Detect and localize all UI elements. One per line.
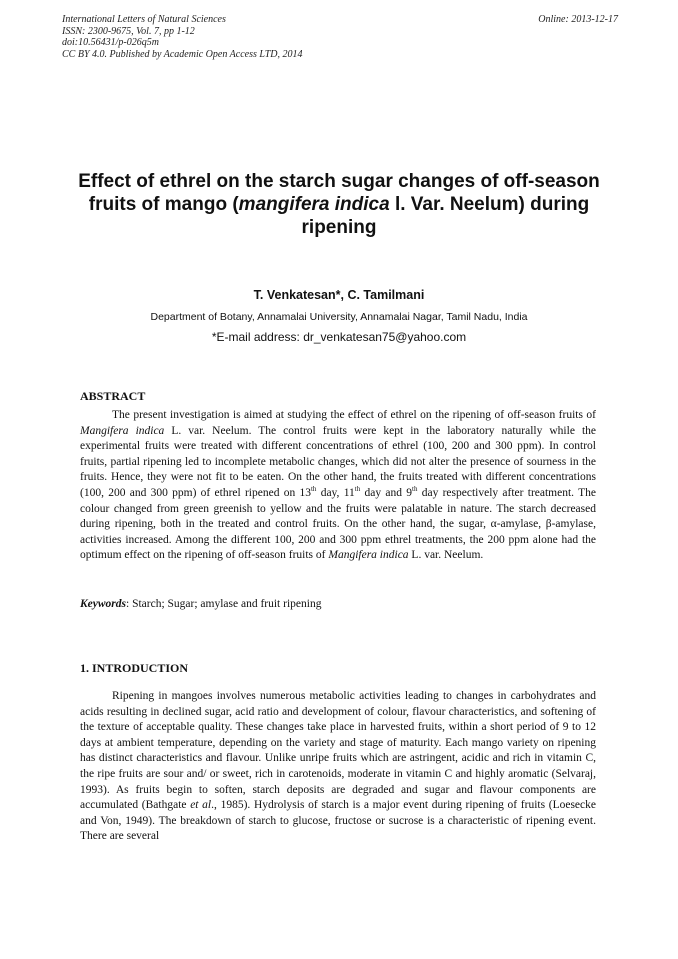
affiliation: Department of Botany, Annamalai University, Annamalai Nagar, Tamil Nadu, India bbox=[150, 311, 528, 323]
keywords-text: : Starch; Sugar; amylase and fruit ripening bbox=[126, 598, 322, 610]
intro-text-2: ., 1985). Hydrolysis of starch is a major event during ripening of fruits (Loesecke and Von, 1949). The breakdown of starch to glucose, fructose or sucrose is a characteristic of ripening event. There are several bbox=[80, 799, 596, 843]
abstract-text-4: day and 9 bbox=[360, 486, 412, 499]
abstract-text-5: day respectively after treatment. The colour changed from green greenish to yellow and the fruits were palatable in nature. The starch decreased during ripening, both in the treated and control fruits. On the other hand, the sugar, α-amylase, β-amylase, activities increased. Among the different 100, 200 and 300 ppm ethrel treatments, the 200 ppm alone had the optimum effect on the ripening of off-season fruits of bbox=[80, 486, 596, 562]
introduction-body bbox=[80, 689, 596, 845]
journal-header bbox=[62, 14, 303, 60]
abstract-text-1: The present investigation is aimed at studying the effect of ethrel on the ripening of off-season fruits of bbox=[112, 409, 596, 421]
issn-line: ISSN: 2300-9675, Vol. 7, pp 1-12 bbox=[62, 25, 195, 37]
title-part-2: l. Var. Neelum) during ripening bbox=[301, 194, 590, 238]
abstract-text-2: L. var. Neelum. The control fruits were kept in the laboratory naturally while the experimental fruits were treated with different concentrations of ethrel (100, 200 and 300 ppm). In control fruits, partial ripening led to incomplete metabolic changes, which did not alter the presence of sourness in the fruits. Hence, they were not fit to be eaten. On the other hand, the fruits treated with different concentrations (100, 200 and 300 ppm) of ethrel ripened on 13 bbox=[80, 424, 596, 499]
abstract-species-2: Mangifera indica bbox=[328, 549, 409, 562]
abstract-heading: ABSTRACT bbox=[80, 389, 146, 403]
abstract-body bbox=[80, 408, 596, 564]
online-date: Online: 2013-12-17 bbox=[538, 14, 618, 25]
abstract-text-6: L. var. Neelum. bbox=[408, 549, 484, 562]
intro-et-al: et al bbox=[190, 799, 212, 812]
journal-name: International Letters of Natural Sciences bbox=[62, 14, 226, 25]
abstract-sup-3: th bbox=[412, 485, 418, 494]
email-address: *E-mail address: dr_venkatesan75@yahoo.com bbox=[211, 330, 467, 344]
keywords-line bbox=[80, 598, 321, 610]
abstract-species-1: Mangifera indica bbox=[80, 424, 165, 437]
title-part-1: Effect of ethrel on the starch sugar changes of off-season fruits of mango ( bbox=[78, 171, 600, 215]
paper-title bbox=[70, 170, 608, 239]
title-species: mangifera indica bbox=[238, 194, 390, 215]
abstract-sup-1: th bbox=[310, 485, 317, 494]
license-line: CC BY 4.0. Published by Academic Open Access LTD, 2014 bbox=[62, 48, 303, 60]
intro-text-1: Ripening in mangoes involves numerous metabolic activities leading to changes in carbohydrates and acids resulting in declined sugar, acid ratio and development of colour, flavour characteristics, and softening of the texture of acceptable quality. These changes take place in harvested fruits, within a short period of 9 to 12 days at ambient temperature, depending on the variety and stage of maturity. Each mango variety on ripening has distinct characteristics and flavour. Unlike unripe fruits which are astringent, acidic and rich in vitamin C, the ripe fruits are sour and/ or sweet, rich in carotenoids, moderate in vitamin C and highly aromatic (Selvaraj, 1993). As fruits begin to soften, starch deposits are degraded and sugar and flavour components are accumulated (Bathgate bbox=[80, 690, 596, 812]
doi-line: doi:10.56431/p-026q5m bbox=[62, 37, 159, 48]
abstract-text-3: day, 11 bbox=[316, 486, 355, 499]
abstract-sup-2: th bbox=[354, 485, 361, 494]
authors: T. Venkatesan*, C. Tamilmani bbox=[253, 288, 425, 302]
introduction-heading: 1. INTRODUCTION bbox=[80, 661, 189, 675]
keywords-label: Keywords bbox=[80, 598, 126, 610]
